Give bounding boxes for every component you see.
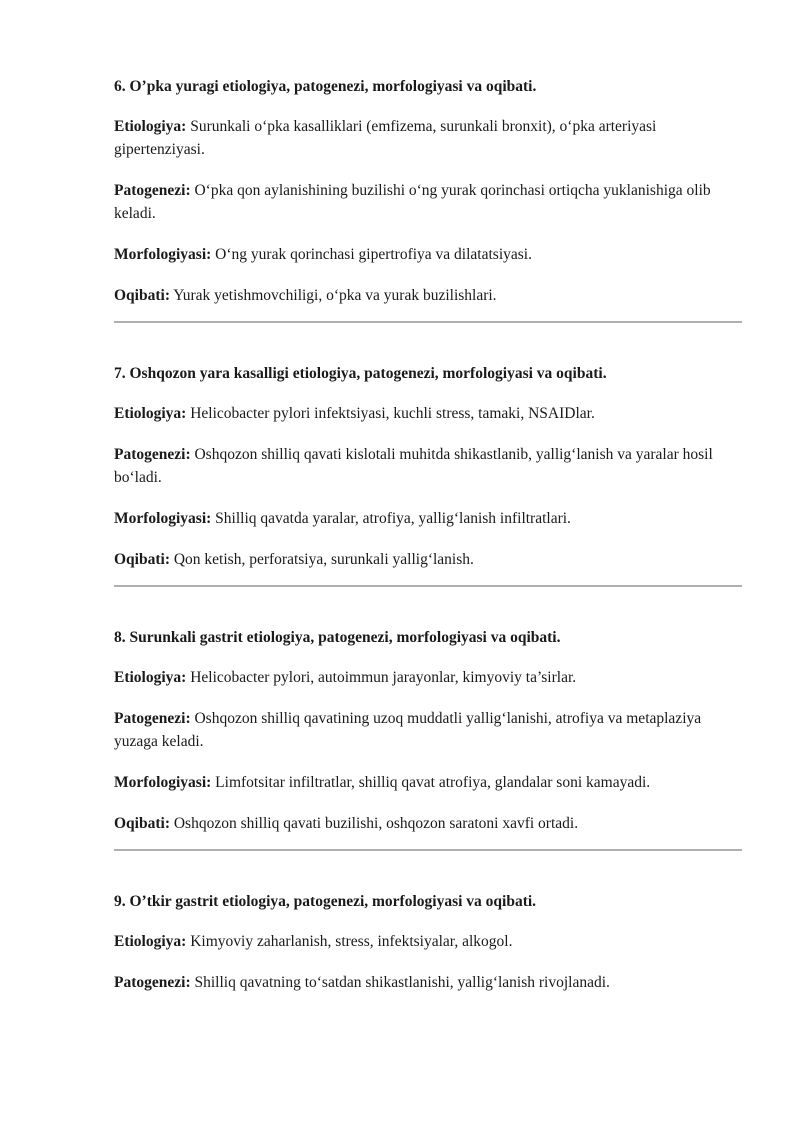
section-title: 6. O’pka yuragi etiologiya, patogenezi, morfologiyasi va oqibati. xyxy=(114,78,537,95)
section-divider xyxy=(114,849,742,851)
section-7 xyxy=(114,363,742,571)
paragraph-label: Patogenezi: xyxy=(114,446,191,463)
paragraph-text: Surunkali o‘pka kasalliklari (emfizema, surunkali bronxit), o‘pka arteriyasi gipertenziyasi. xyxy=(114,118,657,158)
morphology-paragraph xyxy=(114,243,742,266)
paragraph-text: Kimyoviy zaharlanish, stress, infektsiyalar, alkogol. xyxy=(186,933,513,950)
paragraph-text: Shilliq qavatning to‘satdan shikastlanishi, yallig‘lanish rivojlanadi. xyxy=(190,974,610,991)
paragraph-label: Etiologiya: xyxy=(114,405,187,422)
paragraph-text: Shilliq qavatda yaralar, atrofiya, yallig‘lanish infiltratlari. xyxy=(211,510,571,527)
outcome-paragraph xyxy=(114,284,742,307)
section-title: 8. Surunkali gastrit etiologiya, patogenezi, morfologiyasi va oqibati. xyxy=(114,629,561,646)
paragraph-text: O‘pka qon aylanishining buzilishi o‘ng yurak qorinchasi ortiqcha yuklanishiga olib keladi. xyxy=(114,182,711,222)
paragraph-label: Patogenezi: xyxy=(114,182,191,199)
outcome-paragraph xyxy=(114,812,742,835)
pathogenesis-paragraph xyxy=(114,971,742,994)
morphology-paragraph xyxy=(114,771,742,794)
pathogenesis-paragraph xyxy=(114,707,742,753)
paragraph-text: Helicobacter pylori infektsiyasi, kuchli stress, tamaki, NSAIDlar. xyxy=(186,405,595,422)
paragraph-text: O‘ng yurak qorinchasi gipertrofiya va dilatatsiyasi. xyxy=(211,246,532,263)
section-6 xyxy=(114,76,742,307)
paragraph-text: Helicobacter pylori, autoimmun jarayonlar, kimyoviy ta’sirlar. xyxy=(186,669,577,686)
section-title: 7. Oshqozon yara kasalligi etiologiya, patogenezi, morfologiyasi va oqibati. xyxy=(114,365,607,382)
paragraph-label: Patogenezi: xyxy=(114,710,191,727)
etiology-paragraph xyxy=(114,930,742,953)
section-title: 9. O’tkir gastrit etiologiya, patogenezi, morfologiyasi va oqibati. xyxy=(114,893,537,910)
etiology-paragraph xyxy=(114,115,742,161)
paragraph-text: Qon ketish, perforatsiya, surunkali yallig‘lanish. xyxy=(169,551,474,568)
section-divider xyxy=(114,321,742,323)
paragraph-label: Morfologiyasi: xyxy=(114,510,212,527)
paragraph-label: Morfologiyasi: xyxy=(114,774,212,791)
section-8 xyxy=(114,627,742,835)
paragraph-text: Yurak yetishmovchiligi, o‘pka va yurak buzilishlari. xyxy=(169,287,497,304)
outcome-paragraph xyxy=(114,548,742,571)
paragraph-label: Morfologiyasi: xyxy=(114,246,212,263)
etiology-paragraph xyxy=(114,666,742,689)
paragraph-label: Oqibati: xyxy=(114,551,170,568)
pathogenesis-paragraph xyxy=(114,443,742,489)
paragraph-text: Oshqozon shilliq qavati buzilishi, oshqozon saratoni xavfi ortadi. xyxy=(169,815,579,832)
paragraph-text: Oshqozon shilliq qavatining uzoq muddatli yallig‘lanishi, atrofiya va metaplaziya yuzaga keladi. xyxy=(114,710,702,750)
paragraph-label: Oqibati: xyxy=(114,815,170,832)
morphology-paragraph xyxy=(114,507,742,530)
pathogenesis-paragraph xyxy=(114,179,742,225)
paragraph-label: Etiologiya: xyxy=(114,669,187,686)
paragraph-text: Oshqozon shilliq qavati kislotali muhitda shikastlanib, yallig‘lanish va yaralar hosil bo‘ladi. xyxy=(114,446,713,486)
section-divider xyxy=(114,585,742,587)
document-content xyxy=(114,76,742,1012)
paragraph-label: Etiologiya: xyxy=(114,118,187,135)
section-9 xyxy=(114,891,742,994)
paragraph-label: Oqibati: xyxy=(114,287,170,304)
etiology-paragraph xyxy=(114,402,742,425)
paragraph-label: Patogenezi: xyxy=(114,974,191,991)
paragraph-label: Etiologiya: xyxy=(114,933,187,950)
paragraph-text: Limfotsitar infiltratlar, shilliq qavat atrofiya, glandalar soni kamayadi. xyxy=(211,774,651,791)
